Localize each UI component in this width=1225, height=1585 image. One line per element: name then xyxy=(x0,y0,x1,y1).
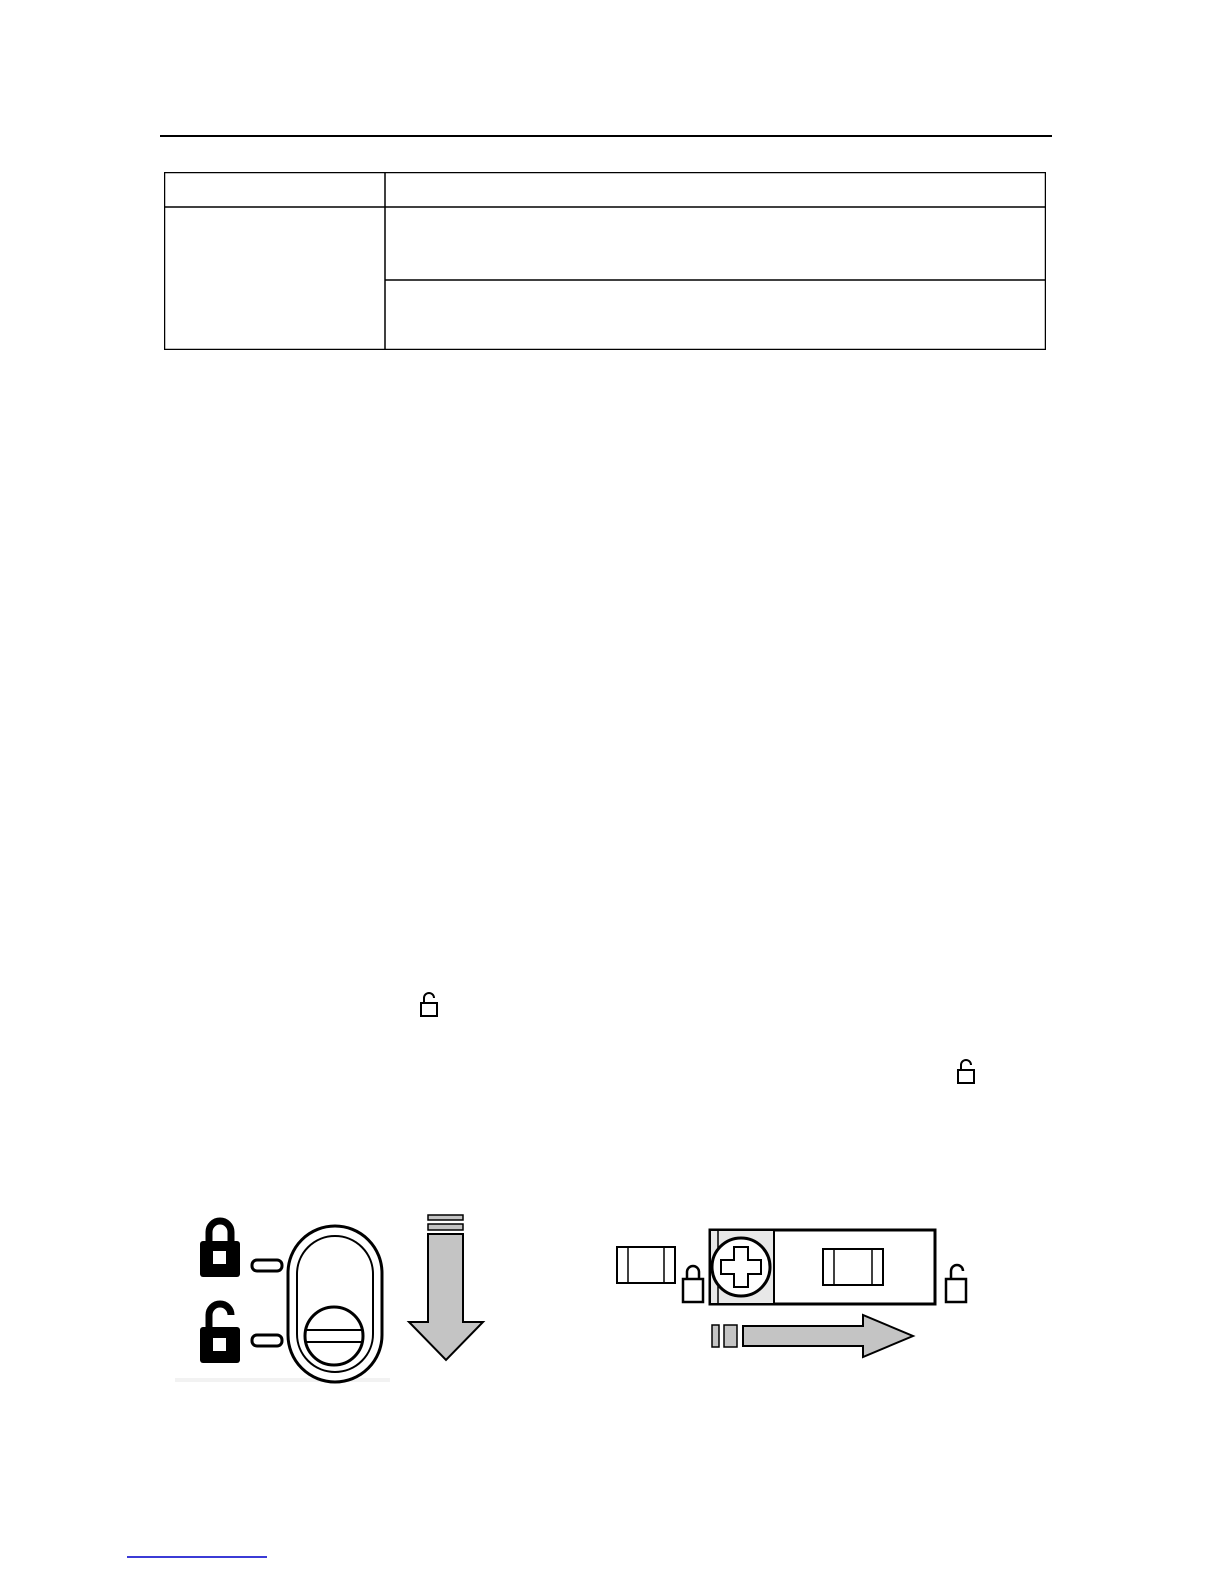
lock-icon xyxy=(683,1266,703,1302)
unlock-icon xyxy=(418,991,440,1017)
slide-lock-figure xyxy=(610,1222,980,1367)
screw-icon xyxy=(712,1238,770,1296)
header-rule xyxy=(160,135,1052,137)
unlock-icon xyxy=(946,1265,966,1302)
footer-link[interactable] xyxy=(127,1556,267,1558)
lock-icon xyxy=(200,1221,240,1277)
down-arrow-icon xyxy=(409,1215,483,1360)
info-table xyxy=(164,172,1046,350)
info-table-grid xyxy=(164,172,1046,350)
unlock-icon xyxy=(955,1058,977,1084)
lock-switch-figure xyxy=(170,1210,500,1385)
right-arrow-icon xyxy=(712,1315,913,1357)
screw-slot-icon xyxy=(305,1307,363,1365)
unlock-icon xyxy=(200,1304,240,1363)
